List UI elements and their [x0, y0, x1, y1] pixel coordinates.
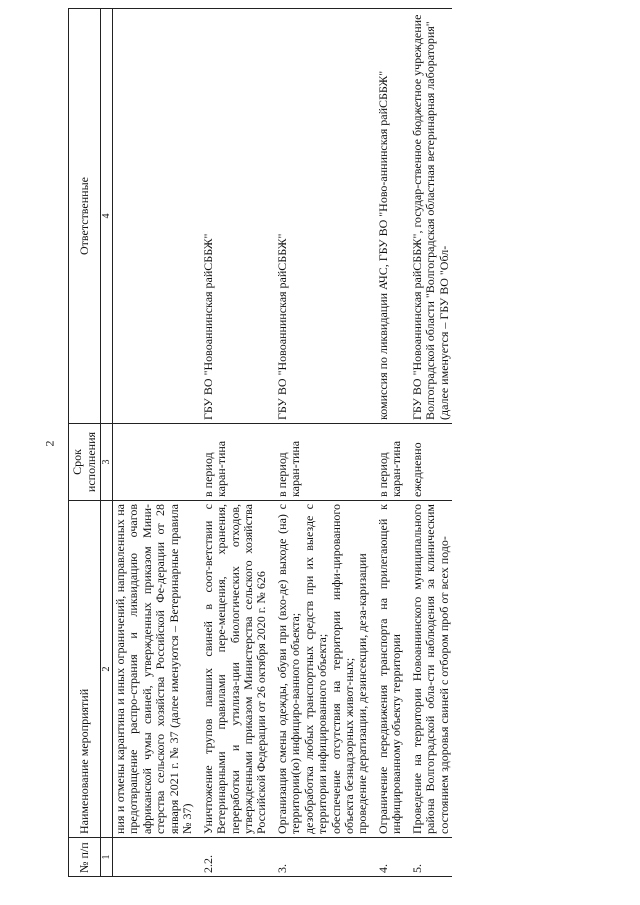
header-responsible: Ответственные [69, 9, 101, 424]
table-row [113, 9, 201, 877]
row-responsible: ГБУ ВО "Новоаннинская райСББЖ" [201, 9, 275, 424]
row-num: 3. [275, 838, 376, 877]
header-name: Наименование мероприятий [69, 501, 101, 838]
row-term [113, 424, 201, 501]
colnum-2: 2 [101, 501, 113, 838]
colnum-4: 4 [101, 9, 113, 424]
row-name: Ограничение передвижения транспорта на прилегающей к инфицированному объекту территории [376, 501, 410, 838]
row-term: в период каран-тина [201, 424, 275, 501]
row-name-part: Организация смены одежды, обуви при (вхо-де) выходе (на) с территории(ю) инфициро-ванного объекта; [274, 504, 303, 834]
row-responsible: ГБУ ВО "Новоаннинская райСББЖ" [275, 9, 376, 424]
table-header-row [69, 9, 101, 877]
page-number: 2 [42, 440, 57, 447]
table-row [376, 9, 410, 877]
row-name-part: проведение дератизации, дезинсекции, деза-каризации [355, 553, 370, 834]
row-responsible [113, 9, 201, 424]
header-term: Срок исполнения [69, 424, 101, 501]
table-colnum-row [101, 9, 113, 877]
table-row [201, 9, 275, 877]
row-name-part: обеспечение отсутствия на территории инфи-цированного объекта безнадзорных живот-ных; [328, 504, 356, 834]
row-num: 5. [410, 838, 452, 877]
row-name [275, 501, 376, 838]
measures-table [68, 8, 452, 877]
header-num: № п/п [69, 838, 101, 877]
row-num: 2.2. [201, 838, 275, 877]
row-name: ния и отмены карантина и иных ограничений, направленных на предотвращение распро-страния и ликвидацию очагов африканской чумы свиней, утвержденных приказом Мини-стерства сельского хозяйства Российской Фе-дерации от 28 января 2021 г. № 37 (далее именуются – Ветеринарные правила № 37) [113, 501, 201, 838]
row-responsible: комиссия по ликвидации АЧС, ГБУ ВО "Ново-аннинская райСББЖ" [376, 9, 410, 424]
table-row [275, 9, 376, 877]
row-name-part: дезобработка любых транспортных средств при их выезде с территории инфицированного объекта; [301, 504, 330, 834]
rotated-page [68, 14, 585, 877]
row-num [113, 838, 201, 877]
row-term: в период каран-тина [376, 424, 410, 501]
row-responsible: ГБУ ВО "Новоаннинская райСББЖ", государ-ственное бюджетное учреждение Волгоградской области "Волгоградская областная ветеринарная лаборатория" (далее именуется – ГБУ ВО "Обл- [410, 9, 452, 424]
row-name: Проведение на территории Новоаннинского муниципального района Волгоградской обла-сти наблюдения за клиническим состоянием здоровья свиней с отбором проб от всех подо- [410, 501, 452, 838]
row-num: 4. [376, 838, 410, 877]
row-term: ежедневно [410, 424, 452, 501]
row-term: в период каран-тина [275, 424, 376, 501]
table-row [410, 9, 452, 877]
row-name: Уничтожение трупов павших свиней в соот-ветствии с Ветеринарными правилами пере-мещения, хранения, переработки и утилиза-ции биологических отходов, утвержденными приказом Министерства сельского хозяйства Российской Федерации от 26 октября 2020 г. № 626 [201, 501, 275, 838]
colnum-1: 1 [101, 838, 113, 877]
colnum-3: 3 [101, 424, 113, 501]
